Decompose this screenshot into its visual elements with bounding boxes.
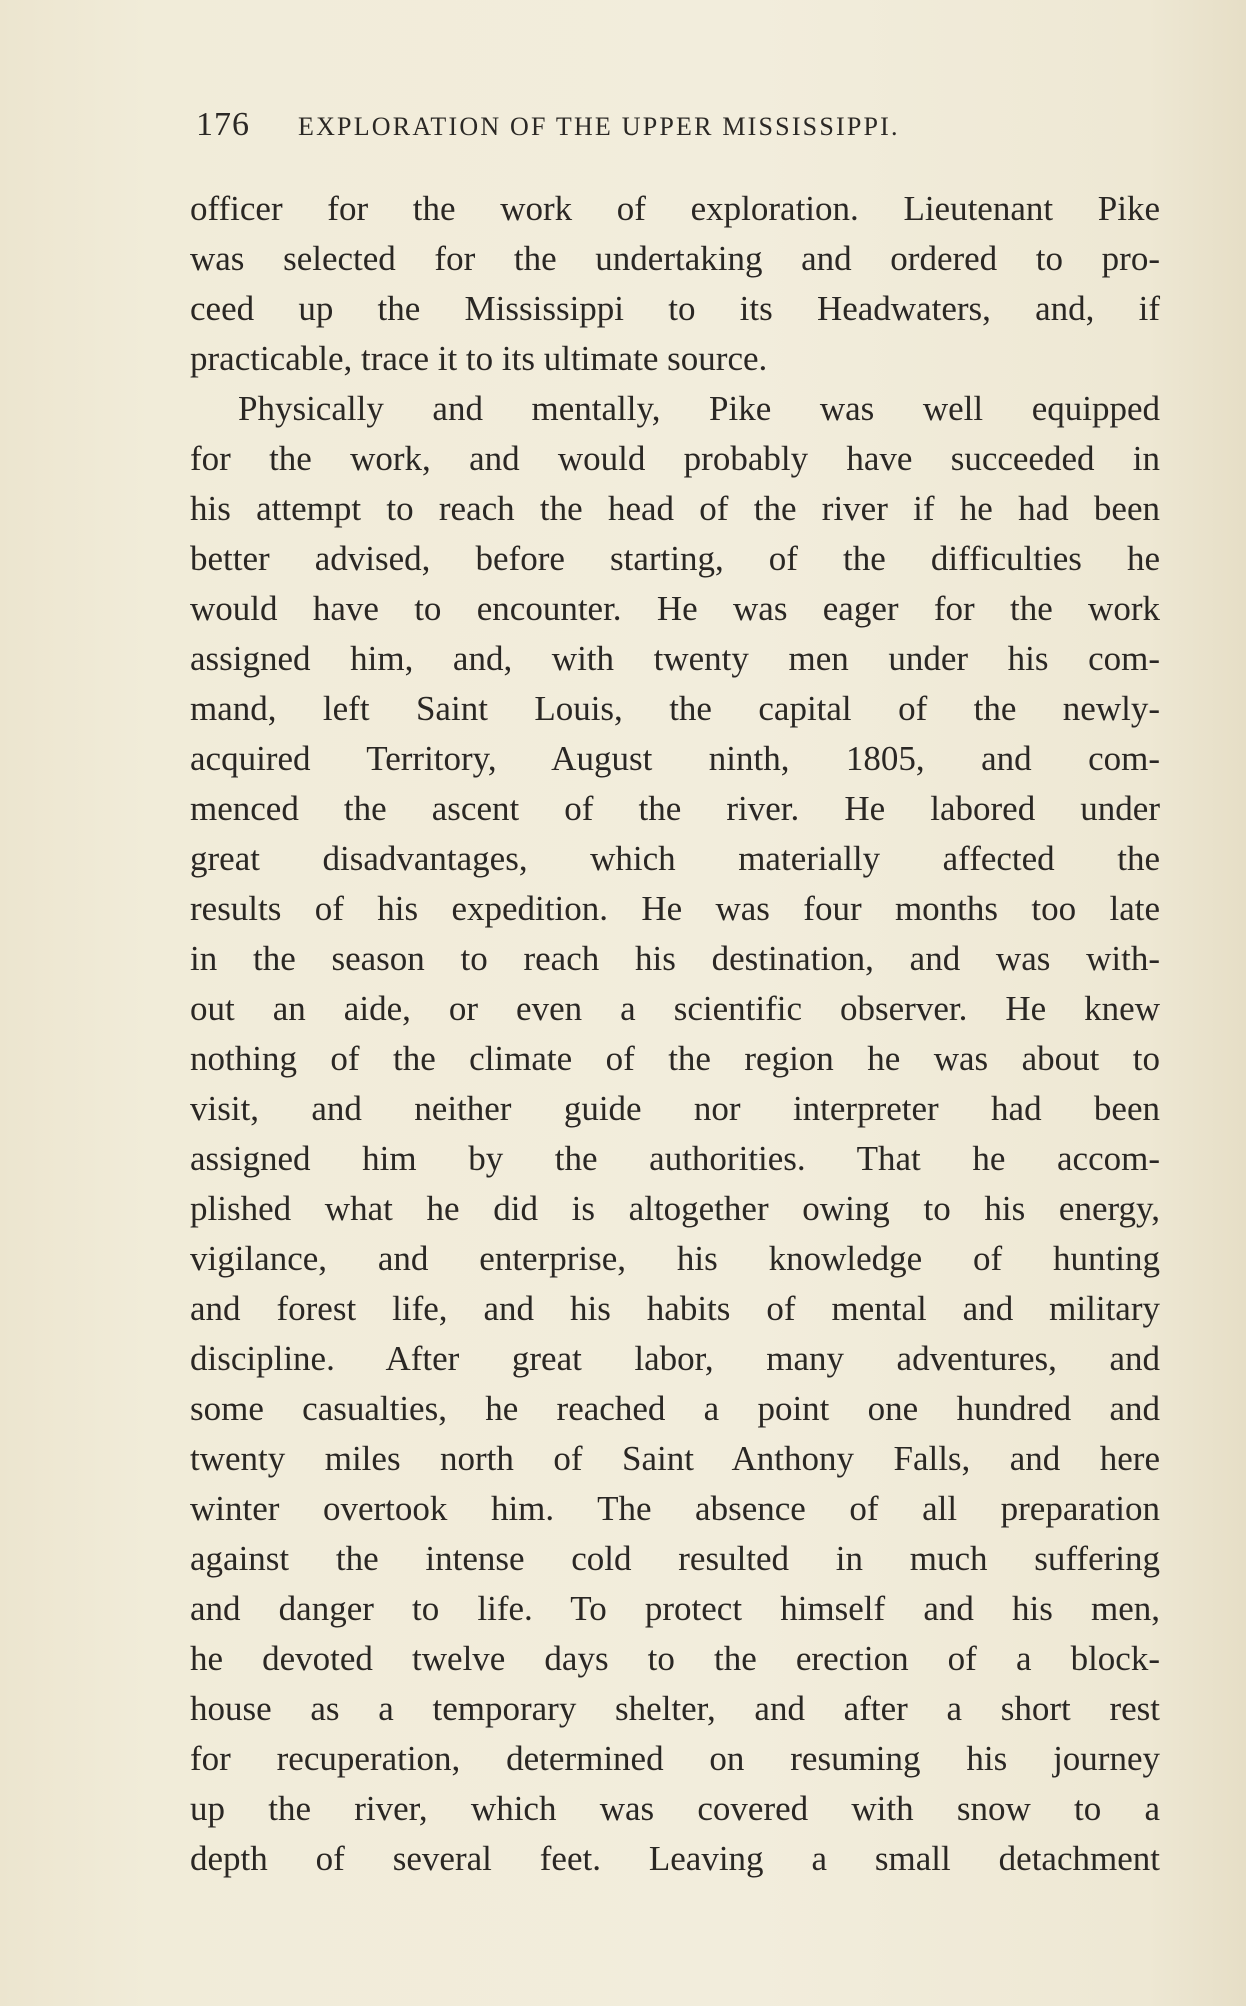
text-line: depth of several feet. Leaving a small detachment [190, 1839, 1160, 1878]
text-line: would have to encounter. He was eager for the work [190, 589, 1160, 628]
text-line: twenty miles north of Saint Anthony Falls, and here [190, 1439, 1160, 1478]
text-line: plished what he did is altogether owing to his energy, [190, 1189, 1160, 1228]
text-line: acquired Territory, August ninth, 1805, and com- [190, 739, 1160, 778]
text-line: winter overtook him. The absence of all preparation [190, 1489, 1160, 1528]
text-line: better advised, before starting, of the difficulties he [190, 539, 1160, 578]
text-line: great disadvantages, which materially affected the [190, 839, 1160, 878]
text-line: nothing of the climate of the region he was about to [190, 1039, 1160, 1078]
text-line: house as a temporary shelter, and after a short rest [190, 1689, 1160, 1728]
running-title: EXPLORATION OF THE UPPER MISSISSIPPI. [298, 112, 900, 141]
text-line: for the work, and would probably have succeeded in [190, 439, 1160, 478]
text-line: mand, left Saint Louis, the capital of the newly- [190, 689, 1160, 728]
running-head [196, 100, 1086, 150]
text-line: Physically and mentally, Pike was well equipped [238, 389, 1160, 428]
text-line: menced the ascent of the river. He labored under [190, 789, 1160, 828]
text-line: results of his expedition. He was four months too late [190, 889, 1160, 928]
body-text [190, 184, 1160, 1884]
text-line: assigned him, and, with twenty men under his com- [190, 639, 1160, 678]
text-line: out an aide, or even a scientific observer. He knew [190, 989, 1160, 1028]
text-line: and danger to life. To protect himself and his men, [190, 1589, 1160, 1628]
text-line: some casualties, he reached a point one hundred and [190, 1389, 1160, 1428]
text-line: officer for the work of exploration. Lieutenant Pike [190, 189, 1160, 228]
text-line: and forest life, and his habits of mental and military [190, 1289, 1160, 1328]
text-line: discipline. After great labor, many adventures, and [190, 1339, 1160, 1378]
text-line: in the season to reach his destination, and was with- [190, 939, 1160, 978]
text-line: his attempt to reach the head of the river if he had been [190, 489, 1160, 528]
text-line: up the river, which was covered with snow to a [190, 1789, 1160, 1828]
page-number: 176 [196, 106, 250, 143]
text-line: against the intense cold resulted in much suffering [190, 1539, 1160, 1578]
text-line: visit, and neither guide nor interpreter had been [190, 1089, 1160, 1128]
text-line: vigilance, and enterprise, his knowledge of hunting [190, 1239, 1160, 1278]
text-line: practicable, trace it to its ultimate source. [190, 339, 768, 378]
text-line: for recuperation, determined on resuming his journey [190, 1739, 1160, 1778]
text-line: ceed up the Mississippi to its Headwaters, and, if [190, 289, 1160, 328]
text-line: he devoted twelve days to the erection of a block- [190, 1639, 1160, 1678]
text-line: was selected for the undertaking and ordered to pro- [190, 239, 1160, 278]
text-line: assigned him by the authorities. That he accom- [190, 1139, 1160, 1178]
